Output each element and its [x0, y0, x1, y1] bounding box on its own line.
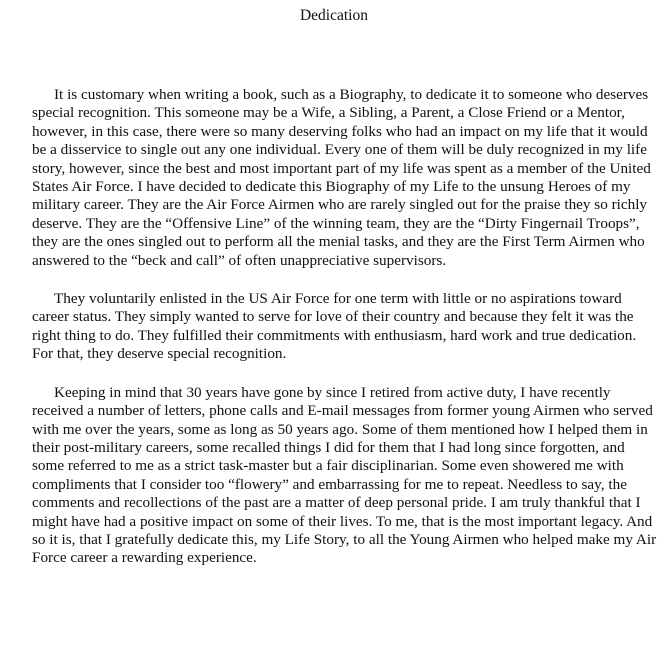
paragraph-1: It is customary when writing a book, such as a Biography, to dedicate it to someone who deserves special recognition. This someone may be a Wife, a Sibling, a Parent, a Close Friend or a Mentor, however, in this case, there were so many deserving folks who had an impact on my life that it would be a disservice to single out any one individual. Every one of them will be duly recognized in my life story, however, since the best and most important part of my life was spent as a member of the United States Air Force. I have decided to dedicate this Biography of my Life to the unsung Heroes of my military career. They are the Air Force Airmen who are rarely singled out for the praise they so richly deserve. They are the “Offensive Line” of the winning team, they are the “Dirty Fingernail Troops”, they are the ones singled out to perform all the menial tasks, and they are the First Term Airmen who answered to the “beck and call” of often unappreciative supervisors. [32, 86, 651, 269]
page-title: Dedication [299, 7, 368, 24]
paragraph-2: They voluntarily enlisted in the US Air Force for one term with little or no aspirations toward career status. They simply wanted to serve for love of their country and because they felt it was the right thing to do. They fulfilled their commitments with enthusiasm, hard work and true dedication. For that, they deserve special recognition. [32, 290, 637, 363]
paragraph-3: Keeping in mind that 30 years have gone by since I retired from active duty, I have recently received a number of letters, phone calls and E-mail messages from former young Airmen who served with me over the years, some as long as 50 years ago. Some of them mentioned how I helped them in their post-military careers, some recalled things I did for them that I had long since forgotten, and some referred to me as a strict task-master but a fair disciplinarian. Some even showered me with compliments that I consider too “flowery” and embarrassing for me to repeat. Needless to say, the comments and recollections of the past are a matter of deep personal pride. I am truly thankful that I might have had a positive impact on some of their lives. To me, that is the most important legacy. And so it is, that I gratefully dedicate this, my Life Story, to all the Young Airmen who helped make my Air Force career a rewarding experience. [32, 383, 657, 567]
dedication-body [32, 86, 660, 568]
